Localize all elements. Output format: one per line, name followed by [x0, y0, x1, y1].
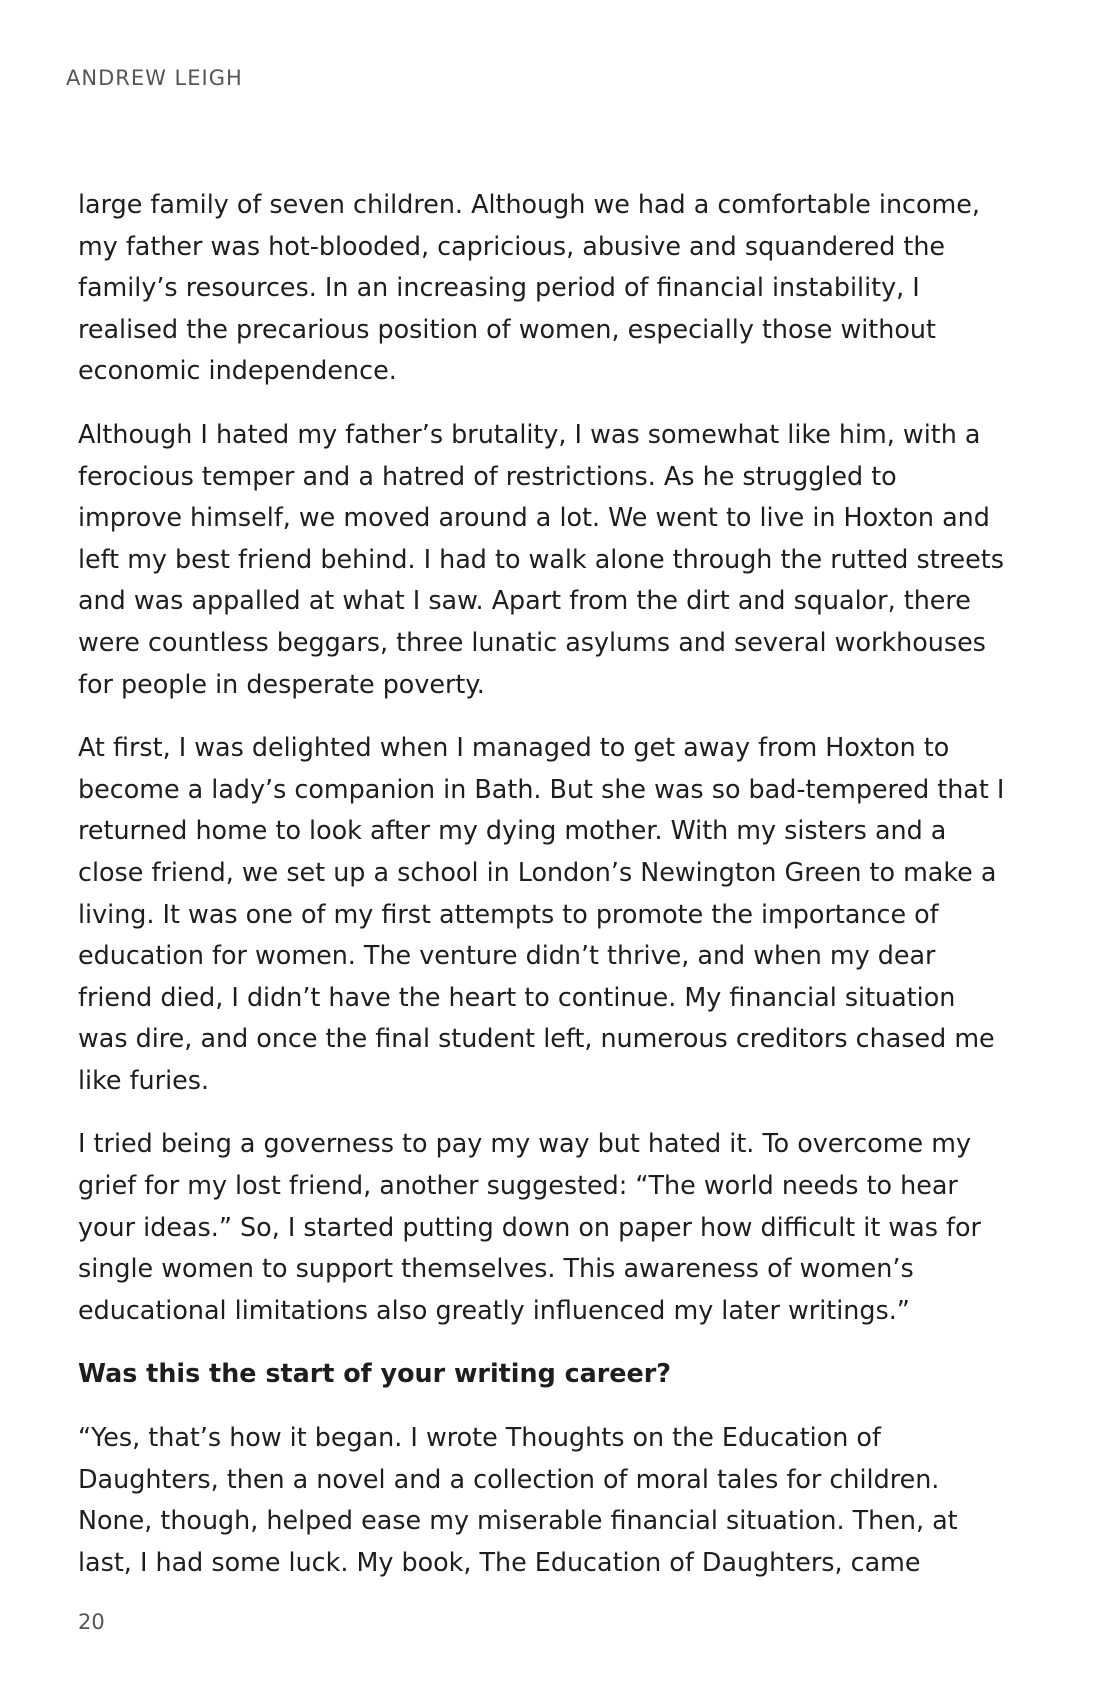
page-number: 20	[78, 1610, 105, 1634]
body-paragraph: At first, I was delighted when I managed to get away from Hoxton to become a lady’s companion in Bath. But she was so bad-tempered that I returned home to look after my dying mother. With my sisters and a close friend, we set up a school in London’s Newington Green to make a living. It was one of my first attempts to promote the importance of education for women. The venture didn’t thrive, and when my dear friend died, I didn’t have the heart to continue. My financial situation was dire, and once the final student left, numerous creditors chased me like furies.	[78, 732, 1005, 1095]
page-body	[78, 184, 1008, 1605]
interview-question: Was this the start of your writing career?	[78, 1358, 671, 1389]
body-paragraph: large family of seven children. Although we had a comfortable income, my father was hot-blooded, capricious, abusive and squandered the family’s resources. In an increasing period of financial instability, I realised the precarious position of women, especially those without economic independence.	[78, 189, 980, 386]
body-paragraph: I tried being a governess to pay my way but hated it. To overcome my grief for my lost friend, another suggested: “The world needs to hear your ideas.” So, I started putting down on paper how difficult it was for single women to support themselves. This awareness of women’s educational limitations also greatly influenced my later writings.”	[78, 1128, 981, 1325]
body-paragraph: “Yes, that’s how it began. I wrote Thoughts on the Education of Daughters, then a novel and a collection of moral tales for children. None, though, helped ease my miserable financial situation. Then, at last, I had some luck. My book, The Education of Daughters, came	[78, 1422, 958, 1577]
body-paragraph: Although I hated my father’s brutality, I was somewhat like him, with a ferocious temper and a hatred of restrictions. As he struggled to improve himself, we moved around a lot. We went to live in Hoxton and left my best friend behind. I had to walk alone through the rutted streets and was appalled at what I saw. Apart from the dirt and squalor, there were countless beggars, three lunatic asylums and several workhouses for people in desperate poverty.	[78, 418, 1004, 699]
running-header-author: ANDREW LEIGH	[66, 66, 243, 90]
